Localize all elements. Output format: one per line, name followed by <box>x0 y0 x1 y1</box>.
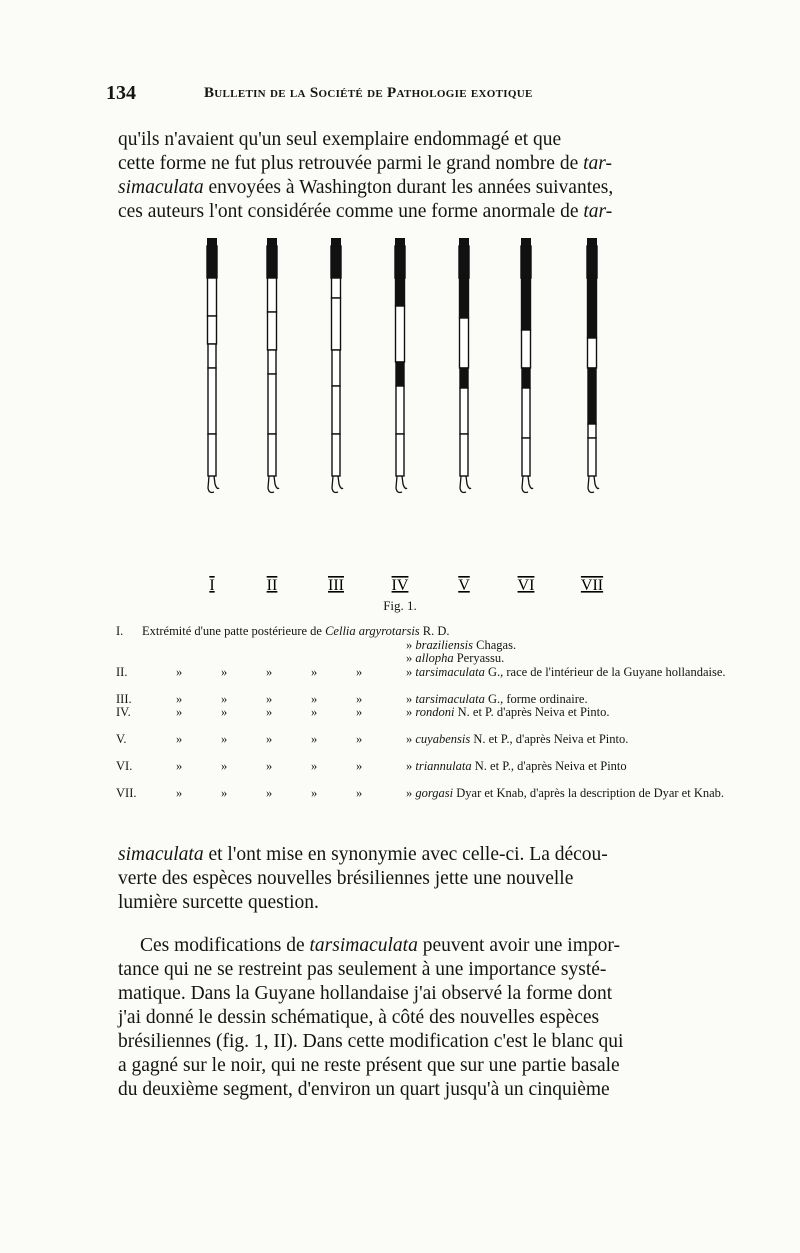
legend-numeral: II. <box>116 664 128 679</box>
leg-segment <box>396 278 405 306</box>
claw <box>460 476 471 493</box>
ditto-mark: » <box>356 786 363 800</box>
ditto-mark: » <box>176 691 183 706</box>
ditto-marks <box>176 733 401 747</box>
ditto-mark: » <box>221 691 228 706</box>
ditto-mark: » <box>311 664 318 679</box>
leg-segment <box>396 362 404 386</box>
species-name: triannulata <box>415 759 472 773</box>
leg-segment <box>332 386 340 434</box>
legend-row <box>116 652 696 666</box>
leg-segment <box>460 278 469 318</box>
claw <box>522 476 533 493</box>
figure-caption: Fig. 1. <box>383 598 417 613</box>
ditto-marks <box>176 760 401 774</box>
species-name: cuyabensis <box>415 732 471 746</box>
ditto-mark: » <box>356 732 363 746</box>
ditto-mark: » <box>406 705 413 719</box>
legend-numeral: VI. <box>116 759 133 773</box>
legend-row <box>116 625 696 639</box>
ditto-mark: » <box>311 759 318 773</box>
ditto-mark: » <box>311 786 318 800</box>
species-name: gorgasi <box>415 786 454 800</box>
legend-author: N. et P. d'après Neiva et Pinto. <box>454 705 610 719</box>
legend-numeral: V. <box>116 732 127 746</box>
species-name: allopha <box>415 651 454 665</box>
ditto-mark: » <box>406 759 413 773</box>
ditto-marks <box>176 666 401 680</box>
text-line: cette forme ne fut plus retrouvée parmi le grand nombre de tar- <box>118 153 612 174</box>
text-line: simaculata envoyées à Washington durant les années suivantes, <box>118 177 614 198</box>
ditto-mark: » <box>266 691 273 706</box>
ditto-mark: » <box>356 691 363 706</box>
ditto-mark: » <box>176 732 183 746</box>
leg-segment <box>267 246 277 278</box>
leg-segment <box>587 246 597 278</box>
legend-author: N. et P., d'après Neiva et Pinto. <box>470 732 629 746</box>
leg-1 <box>207 238 219 594</box>
ditto-mark: » <box>176 705 183 719</box>
leg-segment <box>332 298 341 350</box>
leg-segment <box>522 278 531 330</box>
legend-numeral: VII. <box>116 786 137 800</box>
ditto-marks <box>176 693 401 707</box>
leg-2 <box>267 238 279 594</box>
leg-segment <box>332 434 340 476</box>
leg-segment <box>460 388 468 434</box>
legend-author: Dyar et Knab, d'après la description de Dyar et Knab. <box>453 786 725 800</box>
figure-numeral: IV <box>391 577 409 594</box>
leg-segment <box>588 278 597 338</box>
leg-segment <box>208 344 216 368</box>
paragraph-1 <box>118 128 690 224</box>
ditto-mark: » <box>356 759 363 773</box>
paragraph-3 <box>118 934 690 1102</box>
leg-segment <box>396 434 404 476</box>
text-line: Ces modifications de tarsimaculata peuvent avoir une impor- <box>140 935 620 956</box>
leg-segment <box>395 246 405 278</box>
legend-author: Peryassu. <box>453 651 505 665</box>
ditto-mark: » <box>266 732 273 746</box>
ditto-mark: » <box>221 759 228 773</box>
ditto-mark: » <box>176 759 183 773</box>
leg-segment <box>459 246 469 278</box>
leg-segment <box>332 278 341 298</box>
leg-segment <box>208 278 217 316</box>
running-title: Bulletin de la Société de Pathologie exotique <box>204 85 533 101</box>
ditto-marks <box>176 787 401 801</box>
figure-numeral: VII <box>580 577 604 594</box>
leg-3 <box>328 238 344 594</box>
text-line: qu'ils n'avaient qu'un seul exemplaire endommagé et que <box>118 129 562 150</box>
claw <box>332 476 343 493</box>
ditto-mark: » <box>406 637 413 652</box>
ditto-mark: » <box>176 664 183 679</box>
text-line: j'ai donné le dessin schématique, à côté des nouvelles espèces <box>118 1007 600 1028</box>
species-name: rondoni <box>415 705 455 719</box>
text-line: tance qui ne se restreint pas seulement à une importance systé- <box>118 959 607 980</box>
figure-numeral: II <box>266 577 278 594</box>
text-line: verte des espèces nouvelles brésiliennes jette une nouvelle <box>118 868 574 889</box>
leg-segment <box>460 434 468 476</box>
leg-segment <box>460 368 468 388</box>
leg-segment <box>208 316 217 344</box>
legend-row <box>116 664 726 693</box>
legend-author: N. et P., d'après Neiva et Pinto <box>471 759 627 773</box>
legend-row <box>116 706 696 733</box>
species-name: braziliensis <box>415 637 474 652</box>
ditto-mark: » <box>356 664 363 679</box>
text-line: du deuxième segment, d'environ un quart jusqu'à un cinquième <box>118 1079 610 1100</box>
leg-segment <box>207 246 217 278</box>
ditto-mark: » <box>311 705 318 719</box>
legend-author: G., forme ordinaire. <box>484 691 588 706</box>
ditto-mark: » <box>406 786 413 800</box>
leg-figure <box>190 238 630 598</box>
ditto-mark: » <box>406 664 413 679</box>
legend-author: G., race de l'intérieur de la Guyane hollandaise. <box>484 664 726 679</box>
legend-row <box>116 693 696 707</box>
leg-segment <box>396 306 405 362</box>
ditto-mark: » <box>221 732 228 746</box>
leg-segment <box>268 434 276 476</box>
leg-segment <box>268 350 276 374</box>
figure-numeral: VI <box>517 577 535 594</box>
ditto-mark: » <box>266 786 273 800</box>
figure-numeral: V <box>458 577 470 594</box>
text-line: simaculata et l'ont mise en synonymie avec celle-ci. La décou- <box>118 844 608 865</box>
text-line: ces auteurs l'ont considérée comme une forme anormale de tar- <box>118 201 613 222</box>
figure-numeral: I <box>209 577 215 594</box>
legend-row <box>116 786 725 814</box>
ditto-mark: » <box>221 786 228 800</box>
ditto-mark: » <box>311 732 318 746</box>
leg-segment <box>460 318 469 368</box>
claw <box>208 476 219 493</box>
legend-numeral: III. <box>116 691 132 706</box>
ditto-mark: » <box>311 691 318 706</box>
ditto-marks <box>176 706 401 720</box>
text-line: lumière surcette question. <box>118 892 319 913</box>
legend-author: Chagas. <box>473 637 517 652</box>
leg-segment <box>332 350 340 386</box>
leg-segment <box>208 434 216 476</box>
leg-diagram <box>190 238 630 598</box>
ditto-mark: » <box>176 786 183 800</box>
claw <box>268 476 279 493</box>
page-number: 134 <box>106 82 136 104</box>
ditto-mark: » <box>406 651 413 665</box>
legend-text: Extrémité d'une patte postérieure de <box>142 624 326 638</box>
leg-4 <box>392 238 409 594</box>
leg-segment <box>268 374 276 434</box>
ditto-mark: » <box>221 705 228 719</box>
ditto-mark: » <box>356 705 363 719</box>
species-name: Cellia argyrotarsis <box>325 624 420 638</box>
legend-row <box>116 760 696 787</box>
species-name: tarsimaculata <box>415 691 485 706</box>
leg-segment <box>521 246 531 278</box>
legend-numeral: I. <box>116 624 124 638</box>
running-header <box>106 82 666 108</box>
leg-segment <box>588 424 596 438</box>
paragraph-2 <box>118 843 690 915</box>
leg-segment <box>331 246 341 278</box>
leg-segment <box>588 438 596 476</box>
text-line: brésiliennes (fig. 1, II). Dans cette modification c'est le blanc qui <box>118 1031 624 1052</box>
figure-legend <box>116 624 726 814</box>
ditto-mark: » <box>266 759 273 773</box>
leg-segment <box>522 438 530 476</box>
legend-numeral: IV. <box>116 705 131 719</box>
text-line: matique. Dans la Guyane hollandaise j'ai observé la forme dont <box>118 983 613 1004</box>
leg-segment <box>268 312 277 350</box>
claw <box>588 476 599 493</box>
legend-author: R. D. <box>419 624 450 638</box>
leg-segment <box>268 278 277 312</box>
leg-7 <box>581 238 603 594</box>
legend-row <box>116 639 696 653</box>
leg-segment <box>208 368 216 434</box>
leg-segment <box>588 368 596 424</box>
ditto-mark: » <box>406 691 413 706</box>
figure-numeral: III <box>328 577 344 594</box>
leg-segment <box>522 388 530 438</box>
leg-segment <box>522 368 530 388</box>
claw <box>396 476 407 493</box>
ditto-mark: » <box>266 705 273 719</box>
species-name: tarsimaculata <box>415 664 485 679</box>
leg-6 <box>518 238 535 594</box>
ditto-mark: » <box>406 732 413 746</box>
legend-row <box>116 733 696 760</box>
ditto-mark: » <box>266 664 273 679</box>
leg-segment <box>396 386 404 434</box>
text-line: a gagné sur le noir, qui ne reste présent que sur une partie basale <box>118 1055 620 1076</box>
leg-5 <box>458 238 471 594</box>
leg-segment <box>588 338 597 368</box>
leg-segment <box>522 330 531 368</box>
ditto-mark: » <box>221 664 228 679</box>
